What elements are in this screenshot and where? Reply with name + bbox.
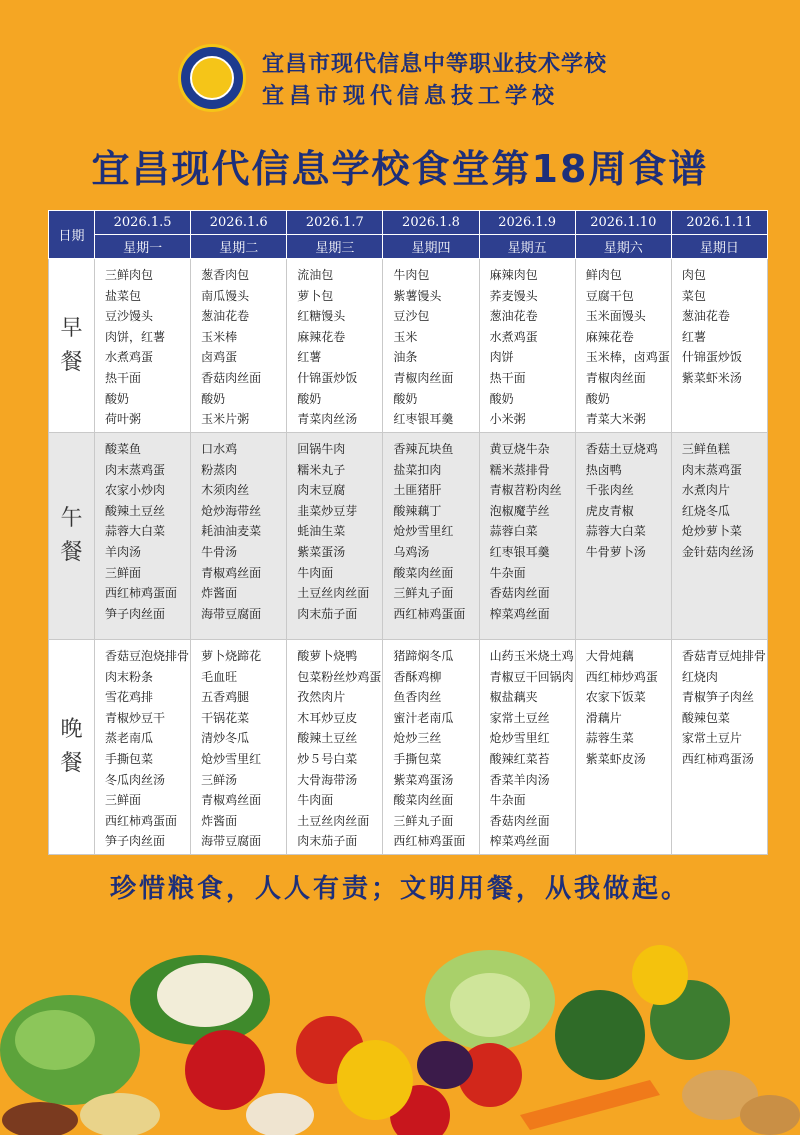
vegetables-illustration [0,930,800,1135]
dish-item: 蒜蓉大白菜 [105,524,166,539]
menu-cell [95,433,191,640]
dish-item: 炝炒雪里红 [393,524,454,539]
breakfast-row [49,259,768,433]
menu-cell [479,259,575,433]
dish-item: 酸奶 [585,391,610,406]
weekday-header: 星期六 [575,235,671,259]
dish-item: 肉饼 [489,350,514,365]
dish-item: 千张肉丝 [585,483,634,498]
dish-item: 青椒炒豆干 [105,710,166,725]
dish-item: 葱油花卷 [681,309,730,324]
dish-item: 盐菜扣肉 [393,462,442,477]
school-names [262,48,642,112]
dish-item: 蒸老南瓜 [105,731,154,746]
weekday-header: 星期四 [383,235,479,259]
dish-item: 炸酱面 [201,813,238,828]
dish-item: 青菜大米粥 [585,412,646,427]
dish-item: 农家小炒肉 [105,483,166,498]
dish-item: 香菜羊肉汤 [489,772,550,787]
menu-cell [287,259,383,433]
dish-item: 木耳炒豆皮 [297,710,358,725]
dish-item: 木须肉丝 [201,483,250,498]
dish-item: 青椒苕粉肉丝 [489,483,562,498]
dish-item: 牛杂面 [489,565,526,580]
dish-item: 肉末豆腐 [297,483,346,498]
dish-item: 葱油花卷 [489,309,538,324]
lunch-row [49,433,768,640]
dish-item: 青菜肉丝汤 [297,412,358,427]
dish-item: 海带豆腐面 [201,606,262,621]
dish-item: 笋子肉丝面 [105,834,166,849]
dish-item: 豆沙馒头 [105,309,154,324]
dinner-row [49,640,768,855]
dish-list [383,433,478,624]
dish-item: 毛血旺 [201,669,238,684]
dish-item: 肉末蒸鸡蛋 [681,462,742,477]
meal-label [49,640,95,855]
dish-item: 蜜汁老南瓜 [393,710,454,725]
weekday-header: 星期三 [287,235,383,259]
dish-item: 酸奶 [297,391,322,406]
dish-item: 三鲜汤 [201,772,238,787]
dish-item: 青椒豆干回锅肉 [489,669,574,684]
meal-label-char: 餐 [60,349,83,375]
dish-item: 牛骨汤 [201,544,238,559]
dish-item: 小米粥 [489,412,526,427]
meal-label-char: 餐 [60,540,83,565]
dish-item: 家常土豆丝 [489,710,550,725]
dish-item: 蒜蓉生菜 [585,731,634,746]
dish-item: 包菜粉丝炒鸡蛋 [297,669,382,684]
dish-item: 糯米蒸排骨 [489,462,550,477]
dish-item: 土豆丝肉丝面 [297,586,370,601]
dish-item: 海带豆腐面 [201,834,262,849]
dish-item: 香菇肉丝面 [489,813,550,828]
dish-item: 香酥鸡柳 [393,669,442,684]
dish-item: 青椒鸡丝面 [201,793,262,808]
menu-cell [671,433,767,640]
dish-item: 牛骨萝卜汤 [585,544,646,559]
dish-item: 卤鸡蛋 [201,350,238,365]
dish-list [287,433,382,624]
dish-item: 三鲜面 [105,565,142,580]
dish-item: 西红柿鸡蛋面 [393,834,466,849]
dish-item: 金针菇肉丝汤 [681,544,754,559]
dish-item: 葱油花卷 [201,309,250,324]
dish-item: 肉末蒸鸡蛋 [105,462,166,477]
menu-cell [191,433,287,640]
dish-item: 紫菜虾皮汤 [585,751,646,766]
meal-label-char: 餐 [60,751,83,776]
dish-item: 酸奶 [105,391,130,406]
dish-item: 香菇豆泡烧排骨 [105,649,190,663]
page-title: 宜昌现代信息学校食堂第18周食谱 [91,147,709,191]
dish-item: 椒盐藕夹 [489,690,538,705]
dish-item: 热干面 [105,370,142,385]
dish-list [95,640,190,852]
dish-list [191,433,286,624]
dish-item: 青椒肉丝面 [393,370,454,385]
dish-item: 菜包 [681,288,706,303]
menu-cell [95,640,191,855]
date-header: 2026.1.10 [575,211,671,235]
dish-list [576,259,671,430]
dish-item: 油条 [393,350,418,365]
menu-cell [479,640,575,855]
dish-item: 青椒肉丝面 [585,370,646,385]
dish-item: 家常土豆片 [681,731,742,746]
dish-item: 鱼香肉丝 [393,690,442,705]
dish-item: 雪花鸡排 [105,690,154,705]
dish-item: 粉蒸肉 [201,462,238,477]
dish-item: 韭菜炒豆芽 [297,503,358,518]
dish-item: 土豆丝肉丝面 [297,813,370,828]
dish-item: 红薯 [681,329,706,344]
menu-cell [671,259,767,433]
dish-item: 大骨海带汤 [297,772,358,787]
menu-cell [575,259,671,433]
dish-item: 口水鸡 [201,442,238,456]
dish-item: 盐菜包 [105,288,142,303]
dish-item: 炒５号白菜 [297,751,358,766]
dish-item: 牛肉面 [297,565,334,580]
dish-item: 酸菜肉丝面 [393,793,454,808]
school-name-2: 宜昌市现代信息技工学校 [262,83,560,109]
dish-list [383,640,478,852]
weekday-header: 星期二 [191,235,287,259]
dish-item: 紫菜虾米汤 [681,370,742,385]
meal-label [49,259,95,433]
dish-item: 红烧肉 [681,669,718,684]
dish-item: 肉末茄子面 [297,606,358,621]
dish-item: 牛肉面 [297,793,334,808]
dish-item: 玉米面馒头 [585,309,646,324]
menu-cell [191,259,287,433]
dish-item: 榨菜鸡丝面 [489,834,550,849]
dish-item: 三鲜丸子面 [393,813,454,828]
dish-item: 萝卜包 [297,288,334,303]
dish-item: 酸辣包菜 [681,710,730,725]
dish-item: 香菇肉丝面 [201,370,262,385]
dish-list [383,259,478,430]
dish-list [287,259,382,430]
dish-item: 回锅牛肉 [297,442,346,456]
dish-list [672,433,767,563]
dish-item: 红枣银耳羹 [393,412,454,427]
dish-item: 西红柿鸡蛋面 [393,606,466,621]
weekday-row [49,235,768,259]
dish-item: 手撕包菜 [393,751,442,766]
date-header: 2026.1.11 [671,211,767,235]
dish-item: 紫菜蛋汤 [297,544,346,559]
dish-item: 什锦蛋炒饭 [681,350,742,365]
menu-cell [287,433,383,640]
dish-item: 泡椒魔芋丝 [489,503,550,518]
dish-item: 什锦蛋炒饭 [297,370,358,385]
header [0,40,800,120]
dish-item: 猪蹄焖冬瓜 [393,649,454,663]
menu-cell [191,640,287,855]
dish-item: 西红柿鸡蛋面 [105,813,178,828]
date-row [49,211,768,235]
dish-item: 肉末粉条 [105,669,154,684]
dish-item: 土匪猪肝 [393,483,442,498]
menu-cell [383,259,479,433]
dish-item: 香菇土豆烧鸡 [585,442,658,456]
menu-cell [671,640,767,855]
dish-item: 牛杂面 [489,793,526,808]
dish-item: 炝炒雪里红 [489,731,550,746]
dish-list [480,433,575,624]
menu-table [48,210,768,855]
weekday-header: 星期日 [671,235,767,259]
dish-list [191,640,286,852]
dish-list [95,259,190,430]
dish-item: 流油包 [297,268,334,282]
menu-cell [575,640,671,855]
dish-item: 黄豆烧牛杂 [489,442,550,456]
dish-item: 豆腐干包 [585,288,634,303]
dish-list [287,640,382,852]
dish-item: 蒜蓉大白菜 [585,524,646,539]
dish-item: 南瓜馒头 [201,288,250,303]
dish-item: 农家下饭菜 [585,690,646,705]
dish-item: 青椒鸡丝面 [201,565,262,580]
dish-item: 酸奶 [201,391,226,406]
dish-item: 酸菜鱼 [105,442,142,456]
menu-cell [287,640,383,855]
dish-item: 酸萝卜烧鸭 [297,649,358,663]
dish-item: 酸奶 [393,391,418,406]
dish-item: 鲜肉包 [585,268,622,282]
dish-item: 青椒笋子肉丝 [681,690,754,705]
dish-item: 葱香肉包 [201,268,250,282]
dish-item: 酸辣藕丁 [393,503,442,518]
dish-item: 紫薯馒头 [393,288,442,303]
dish-item: 荷叶粥 [105,412,142,427]
date-header: 2026.1.6 [191,211,287,235]
dish-item: 水煮鸡蛋 [105,350,154,365]
menu-cell [95,259,191,433]
dish-item: 麻辣花卷 [585,329,634,344]
dish-item: 麻辣花卷 [297,329,346,344]
dish-list [95,433,190,624]
dish-item: 牛肉包 [393,268,430,282]
dish-item: 蚝油生菜 [297,524,346,539]
dish-item: 酸辣土豆丝 [105,503,166,518]
menu-cell [383,433,479,640]
menu-cell [575,433,671,640]
dish-item: 热干面 [489,370,526,385]
dish-item: 笋子肉丝面 [105,606,166,621]
dish-item: 西红柿鸡蛋面 [105,586,178,601]
dish-item: 滑藕片 [585,710,622,725]
dish-item: 西红柿炒鸡蛋 [585,669,658,684]
meal-label [49,433,95,640]
dish-item: 酸辣土豆丝 [297,731,358,746]
dish-item: 西红柿鸡蛋汤 [681,751,754,766]
dish-item: 热卤鸭 [585,462,622,477]
dish-item: 肉包 [681,268,706,282]
dish-list [191,259,286,430]
weekday-header: 星期五 [479,235,575,259]
dish-item: 三鲜丸子面 [393,586,454,601]
slogan: 珍惜粮食，人人有责；文明用餐，从我做起。 [109,874,690,904]
dish-list [480,640,575,852]
school-emblem-icon [178,44,246,112]
dish-item: 三鲜鱼糕 [681,442,730,456]
menu-cell [383,640,479,855]
dish-item: 炝炒三丝 [393,731,442,746]
dish-list [672,259,767,389]
date-header: 2026.1.5 [95,211,191,235]
dish-item: 萝卜烧蹄花 [201,649,262,663]
dish-item: 玉米片粥 [201,412,250,427]
dish-item: 香菇青豆炖排骨 [681,649,766,663]
dish-item: 肉末茄子面 [297,834,358,849]
dish-item: 三鲜面 [105,793,142,808]
date-header: 2026.1.8 [383,211,479,235]
dish-item: 炝炒萝卜菜 [681,524,742,539]
dish-list [480,259,575,430]
dish-item: 玉米 [393,329,418,344]
dish-item: 大骨炖藕 [585,649,634,663]
weekday-header: 星期一 [95,235,191,259]
dish-item: 羊肉汤 [105,544,142,559]
school-name-1: 宜昌市现代信息中等职业技术学校 [262,51,608,77]
dish-item: 虎皮青椒 [585,503,634,518]
dish-item: 紫菜鸡蛋汤 [393,772,454,787]
dish-item: 干锅花菜 [201,710,250,725]
meal-label-char: 晚 [60,717,83,742]
dish-item: 三鲜肉包 [105,268,154,282]
corner-label: 日期 [49,211,95,259]
date-header: 2026.1.9 [479,211,575,235]
dish-list [576,433,671,563]
dish-item: 肉饼，红薯 [105,329,166,344]
dish-item: 豆沙包 [393,309,430,324]
dish-item: 冬瓜肉丝汤 [105,772,166,787]
dish-item: 荞麦馒头 [489,288,538,303]
dish-item: 山药玉米烧土鸡 [489,649,574,663]
dish-item: 手撕包菜 [105,751,154,766]
dish-item: 酸辣红菜苔 [489,751,550,766]
dish-item: 红枣银耳羹 [489,544,550,559]
menu-cell [479,433,575,640]
dish-item: 乌鸡汤 [393,544,430,559]
dish-item: 玉米棒 [201,329,238,344]
meal-label-char: 午 [60,506,83,531]
dish-item: 玉米棒，卤鸡蛋 [585,350,670,365]
dish-item: 红烧冬瓜 [681,503,730,518]
date-header: 2026.1.7 [287,211,383,235]
dish-item: 榨菜鸡丝面 [489,606,550,621]
dish-item: 五香鸡腿 [201,690,250,705]
dish-item: 炝炒雪里红 [201,751,262,766]
dish-item: 香菇肉丝面 [489,586,550,601]
dish-item: 红糖馒头 [297,309,346,324]
dish-item: 水煮鸡蛋 [489,329,538,344]
dish-item: 酸菜肉丝面 [393,565,454,580]
dish-list [576,640,671,770]
dish-item: 炝炒海带丝 [201,503,262,518]
dish-item: 耗油油麦菜 [201,524,262,539]
dish-item: 孜然肉片 [297,690,346,705]
dish-item: 水煮肉片 [681,483,730,498]
dish-item: 麻辣肉包 [489,268,538,282]
dish-list [672,640,767,770]
dish-item: 糯米丸子 [297,462,346,477]
meal-label-char: 早 [60,315,83,341]
dish-item: 清炒冬瓜 [201,731,250,746]
dish-item: 炸酱面 [201,586,238,601]
dish-item: 酸奶 [489,391,514,406]
dish-item: 红薯 [297,350,322,365]
dish-item: 蒜蓉白菜 [489,524,538,539]
dish-item: 香辣瓦块鱼 [393,442,454,456]
